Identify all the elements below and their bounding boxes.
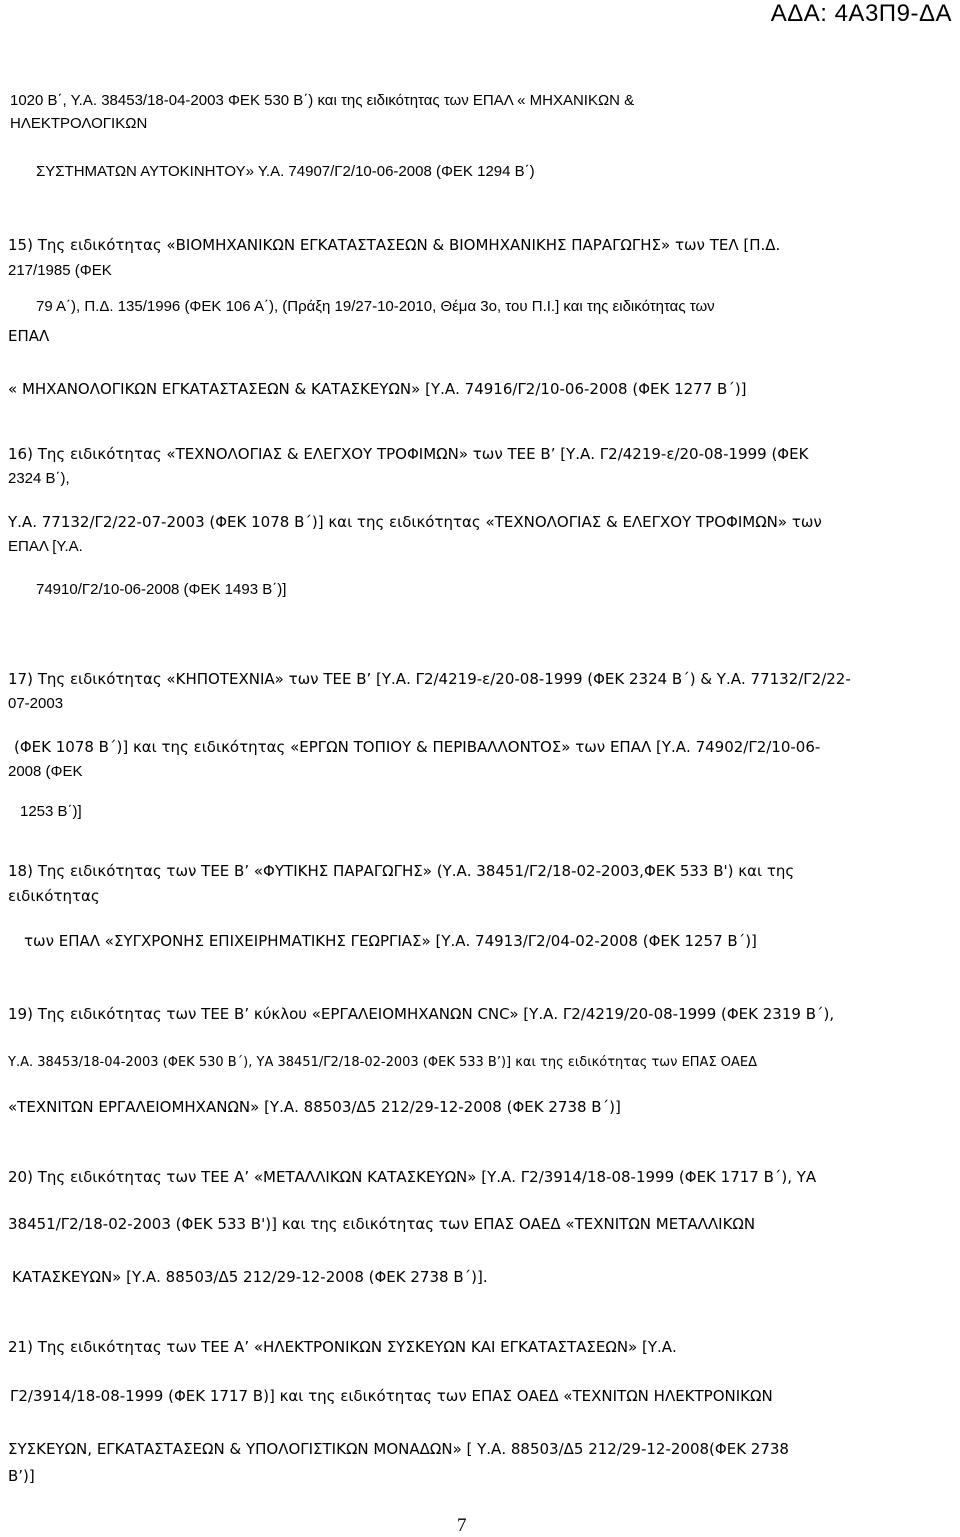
text-line: ΕΠΑΛ	[8, 327, 50, 345]
text-line: 20) Της ειδικότητας των ΤΕΕ Α’ «ΜΕΤΑΛΛΙΚΩΝ ΚΑΤΑΣΚΕΥΩΝ» [Υ.Α. Γ2/3914/18-08-1999 (ΦΕΚ 1717 Β΄), ΥΑ	[8, 1168, 817, 1186]
text-line: 15) Της ειδικότητας «ΒΙΟΜΗΧΑΝΙΚΩΝ ΕΓΚΑΤΑΣΤΑΣΕΩΝ & ΒΙΟΜΗΧΑΝΙΚΗΣ ΠΑΡΑΓΩΓΗΣ» των ΤΕΛ [Π.Δ.	[8, 236, 781, 254]
text-line: 1253 Β΄)]	[20, 803, 82, 820]
text-line: 1020 Β΄, Υ.Α. 38453/18-04-2003 ΦΕΚ 530 Β΄) και της ειδικότητας των ΕΠΑΛ « ΜΗΧΑΝΙΚΩΝ &	[10, 92, 635, 109]
text-line: (ΦΕΚ 1078 Β΄)] και της ειδικότητας «ΕΡΓΩΝ ΤΟΠΙΟΥ & ΠΕΡΙΒΑΛΛΟΝΤΟΣ» των ΕΠΑΛ [Υ.Α. 74902/Γ2/10-06-	[14, 738, 821, 756]
text-line: ΚΑΤΑΣΚΕΥΩΝ» [Υ.Α. 88503/Δ5 212/29-12-2008 (ΦΕΚ 2738 Β΄)].	[12, 1268, 488, 1286]
text-line: ειδικότητας	[8, 887, 100, 905]
document-code-header: ΑΔΑ: 4Α3Π9-ΔΑ	[770, 0, 952, 27]
text-line: 2008 (ΦΕΚ	[8, 763, 83, 780]
text-line: «ΤΕΧΝΙΤΩΝ ΕΡΓΑΛΕΙΟΜΗΧΑΝΩΝ» [Υ.Α. 88503/Δ5 212/29-12-2008 (ΦΕΚ 2738 Β΄)]	[8, 1098, 621, 1116]
text-line: ΣΥΣΚΕΥΩΝ, ΕΓΚΑΤΑΣΤΑΣΕΩΝ & ΥΠΟΛΟΓΙΣΤΙΚΩΝ ΜΟΝΑΔΩΝ» [ Υ.Α. 88503/Δ5 212/29-12-2008(ΦΕΚ 2738	[8, 1440, 789, 1458]
text-line: Γ2/3914/18-08-1999 (ΦΕΚ 1717 Β)] και της ειδικότητας των ΕΠΑΣ ΟΑΕΔ «ΤΕΧΝΙΤΩΝ ΗΛΕΚΤΡΟΝΙΚΩΝ	[10, 1387, 773, 1405]
text-line: 79 Α΄), Π.Δ. 135/1996 (ΦΕΚ 106 Α΄), (Πράξη 19/27-10-2010, Θέμα 3ο, του Π.Ι.] και της ειδικότητας των	[36, 298, 715, 315]
text-line: 18) Της ειδικότητας των ΤΕΕ Β’ «ΦΥΤΙΚΗΣ ΠΑΡΑΓΩΓΗΣ» (Υ.Α. 38451/Γ2/18-02-2003,ΦΕΚ 533 Β') και της	[8, 862, 795, 880]
text-line: των ΕΠΑΛ «ΣΥΓΧΡΟΝΗΣ ΕΠΙΧΕΙΡΗΜΑΤΙΚΗΣ ΓΕΩΡΓΙΑΣ» [Υ.Α. 74913/Γ2/04-02-2008 (ΦΕΚ 1257 Β΄)]	[24, 932, 757, 950]
text-line: Β’)]	[8, 1467, 35, 1485]
text-line: 16) Της ειδικότητας «ΤΕΧΝΟΛΟΓΙΑΣ & ΕΛΕΓΧΟΥ ΤΡΟΦΙΜΩΝ» των ΤΕΕ Β’ [Υ.Α. Γ2/4219-ε/20-08-1999 (ΦΕΚ	[8, 445, 809, 463]
text-line: ΕΠΑΛ [Υ.Α.	[8, 538, 83, 555]
text-line: Υ.Α. 77132/Γ2/22-07-2003 (ΦΕΚ 1078 Β΄)] και της ειδικότητας «ΤΕΧΝΟΛΟΓΙΑΣ & ΕΛΕΓΧΟΥ ΤΡΟΦΙΜΩΝ» των	[8, 513, 822, 531]
text-line: ΗΛΕΚΤΡΟΛΟΓΙΚΩΝ	[10, 115, 148, 132]
text-line: ΣΥΣΤΗΜΑΤΩΝ ΑΥΤΟΚΙΝΗΤΟΥ» Υ.Α. 74907/Γ2/10-06-2008 (ΦΕΚ 1294 Β΄)	[36, 163, 535, 180]
text-line: 17) Της ειδικότητας «ΚΗΠΟΤΕΧΝΙΑ» των ΤΕΕ Β’ [Υ.Α. Γ2/4219-ε/20-08-1999 (ΦΕΚ 2324 Β΄) & Υ.Α. 77132/Γ2/22-	[8, 670, 851, 688]
text-line: « ΜΗΧΑΝΟΛΟΓΙΚΩΝ ΕΓΚΑΤΑΣΤΑΣΕΩΝ & ΚΑΤΑΣΚΕΥΩΝ» [Υ.Α. 74916/Γ2/10-06-2008 (ΦΕΚ 1277 Β΄)]	[8, 380, 747, 398]
text-line: 07-2003	[8, 695, 64, 712]
text-line: 38451/Γ2/18-02-2003 (ΦΕΚ 533 Β')] και της ειδικότητας των ΕΠΑΣ ΟΑΕΔ «ΤΕΧΝΙΤΩΝ ΜΕΤΑΛΛΙΚΩΝ	[8, 1215, 756, 1233]
page-number: 7	[457, 1515, 467, 1536]
text-line: Υ.Α. 38453/18-04-2003 (ΦΕΚ 530 Β΄), ΥΑ 38451/Γ2/18-02-2003 (ΦΕΚ 533 Β’)] και της ειδικότητας των ΕΠΑΣ ΟΑΕΔ	[8, 1055, 758, 1070]
text-line: 21) Της ειδικότητας των ΤΕΕ Α’ «ΗΛΕΚΤΡΟΝΙΚΩΝ ΣΥΣΚΕΥΩΝ ΚΑΙ ΕΓΚΑΤΑΣΤΑΣΕΩΝ» [Υ.Α.	[8, 1338, 677, 1356]
text-line: 217/1985 (ΦΕΚ	[8, 262, 112, 279]
text-line: 2324 Β΄),	[8, 470, 70, 487]
text-line: 74910/Γ2/10-06-2008 (ΦΕΚ 1493 Β΄)]	[36, 581, 287, 598]
text-line: 19) Της ειδικότητας των ΤΕΕ Β’ κύκλου «ΕΡΓΑΛΕΙΟΜΗΧΑΝΩΝ CNC» [Υ.Α. Γ2/4219/20-08-1999 (ΦΕΚ 2319 Β΄),	[8, 1005, 835, 1023]
